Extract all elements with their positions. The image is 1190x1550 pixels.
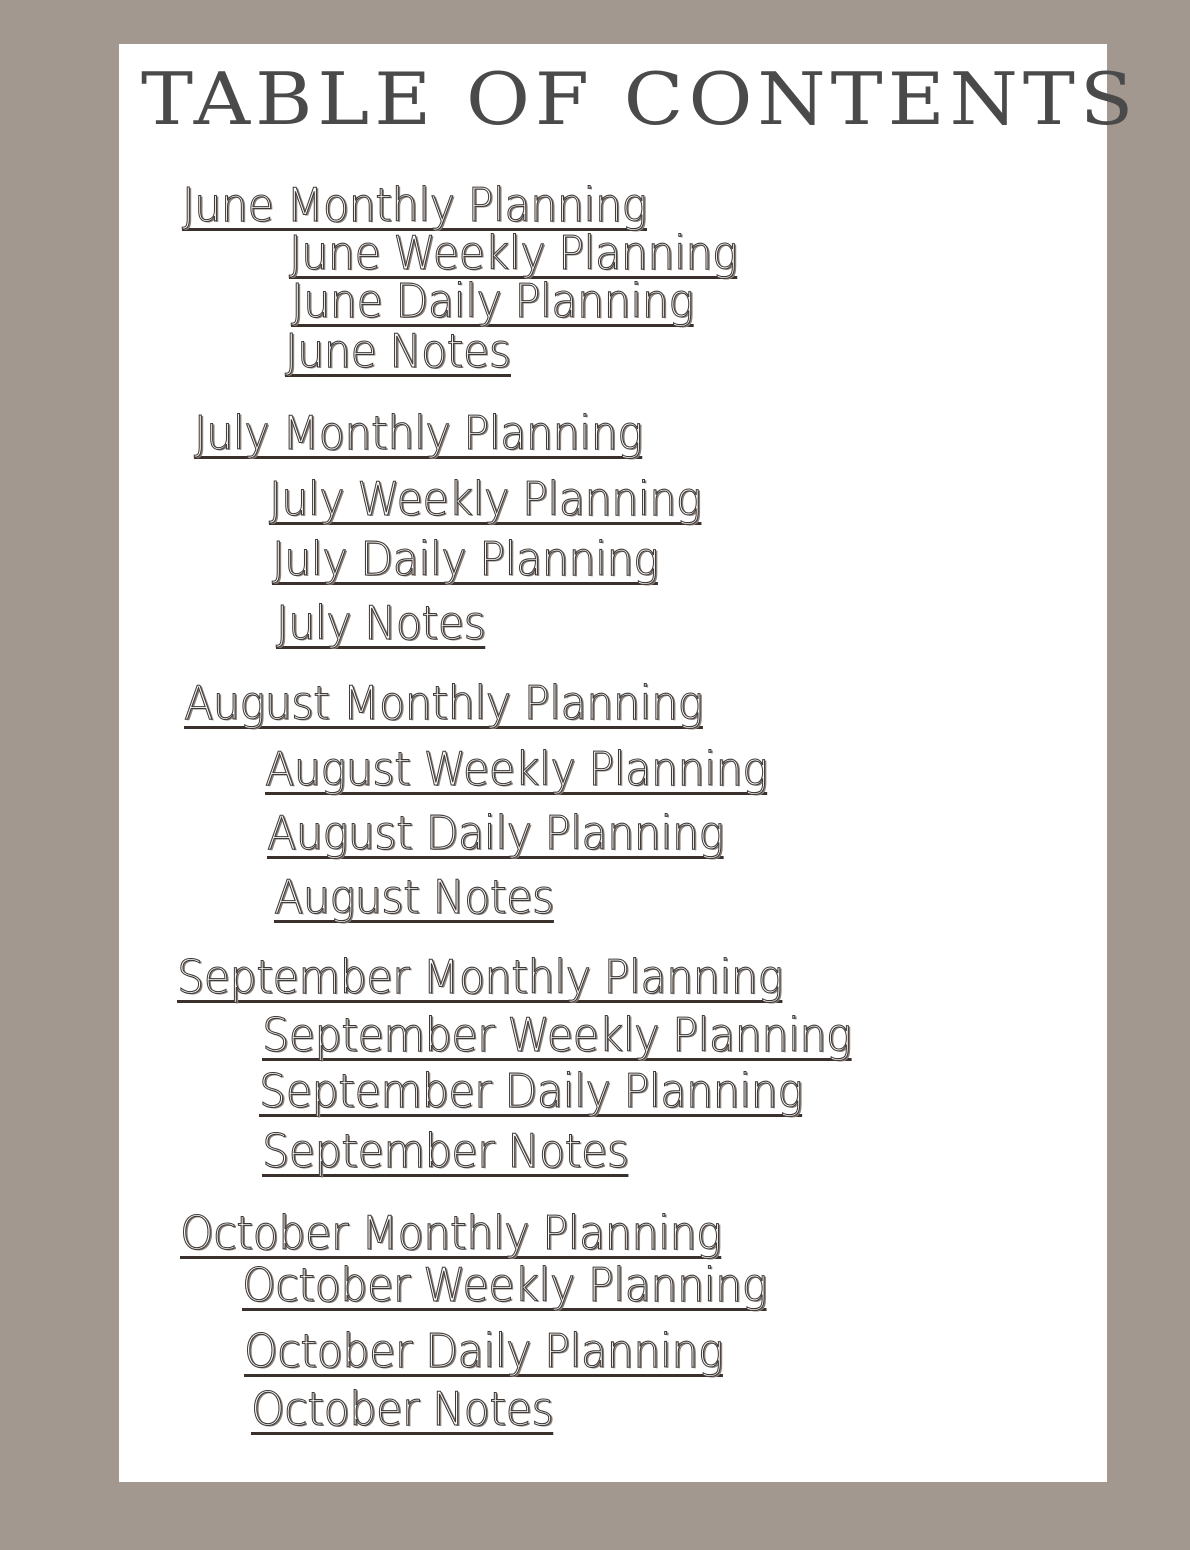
link-september-notes[interactable] <box>262 1124 629 1178</box>
link-label: October Notes <box>251 1382 554 1436</box>
link-label: October Monthly Planning <box>180 1206 722 1260</box>
link-label: September Daily Planning <box>259 1064 803 1118</box>
link-july-monthly-planning[interactable] <box>194 406 643 460</box>
link-july-notes[interactable] <box>276 596 486 650</box>
link-october-weekly-planning[interactable] <box>242 1258 767 1312</box>
link-label: June Weekly Planning <box>289 226 738 280</box>
link-september-daily-planning[interactable] <box>259 1064 803 1118</box>
link-october-monthly-planning[interactable] <box>180 1206 722 1260</box>
link-august-monthly-planning[interactable] <box>184 676 703 730</box>
page-title: TABLE OF CONTENTS <box>141 58 1139 142</box>
link-september-weekly-planning[interactable] <box>262 1008 852 1062</box>
link-july-daily-planning[interactable] <box>272 532 659 586</box>
link-august-weekly-planning[interactable] <box>265 742 768 796</box>
link-label: October Weekly Planning <box>242 1258 767 1312</box>
link-label: October Daily Planning <box>244 1324 724 1378</box>
toc-page <box>119 44 1139 1482</box>
link-august-daily-planning[interactable] <box>267 806 724 860</box>
link-label: June Notes <box>285 324 511 378</box>
link-october-daily-planning[interactable] <box>244 1324 724 1378</box>
link-june-daily-planning[interactable] <box>291 274 694 328</box>
link-july-weekly-planning[interactable] <box>269 472 702 526</box>
link-label: September Monthly Planning <box>177 950 783 1004</box>
link-june-monthly-planning[interactable] <box>182 178 647 232</box>
link-june-notes[interactable] <box>285 324 511 378</box>
link-label: August Monthly Planning <box>184 676 703 730</box>
link-august-notes[interactable] <box>274 870 554 924</box>
link-label: August Notes <box>274 870 554 924</box>
link-label: July Daily Planning <box>272 532 659 586</box>
link-label: June Daily Planning <box>291 274 694 328</box>
link-october-notes[interactable] <box>251 1382 554 1436</box>
link-label: July Weekly Planning <box>269 472 702 526</box>
link-label: September Weekly Planning <box>262 1008 852 1062</box>
link-label: July Notes <box>276 596 486 650</box>
link-september-monthly-planning[interactable] <box>177 950 783 1004</box>
link-label: July Monthly Planning <box>194 406 643 460</box>
link-june-weekly-planning[interactable] <box>289 226 738 280</box>
link-label: June Monthly Planning <box>182 178 647 232</box>
link-label: August Weekly Planning <box>265 742 768 796</box>
link-label: August Daily Planning <box>267 806 724 860</box>
link-label: September Notes <box>262 1124 629 1178</box>
